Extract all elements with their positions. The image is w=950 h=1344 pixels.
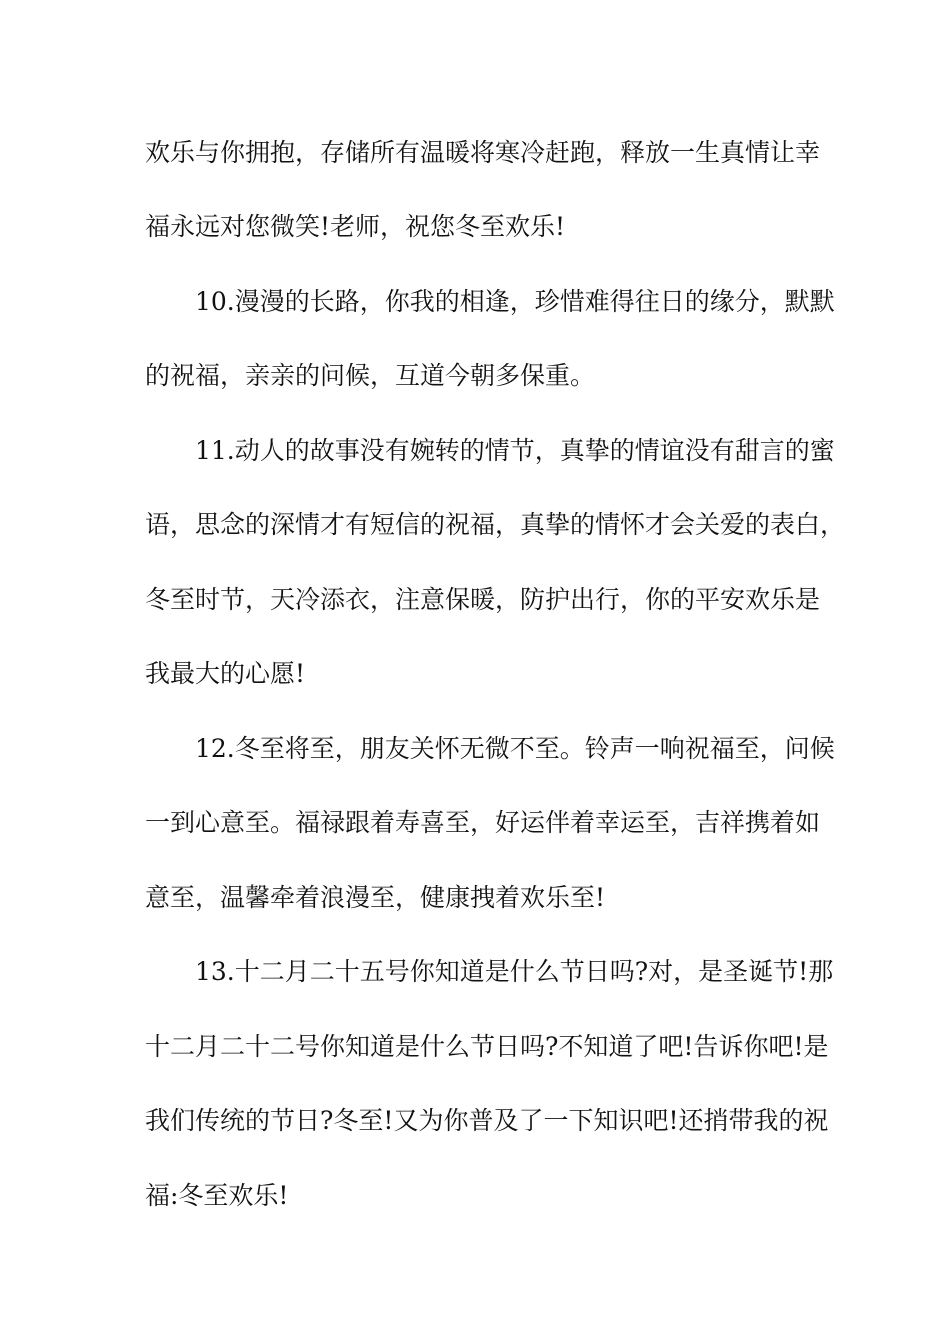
text-line: 一到心意至。福禄跟着寿喜至，好运伴着幸运至，吉祥携着如 bbox=[145, 808, 821, 837]
text-line: 我们传统的节日?冬至!又为你普及了一下知识吧!还捎带我的祝 bbox=[145, 1106, 829, 1135]
text-line: 福永远对您微笑!老师，祝您冬至欢乐! bbox=[145, 212, 566, 241]
paragraph-13-start: 13.十二月二十五号你知道是什么节日吗?对，是圣诞节!那 bbox=[195, 957, 834, 986]
text-line: 冬至时节，天冷添衣，注意保暖，防护出行，你的平安欢乐是 bbox=[145, 585, 821, 614]
text-line: 我最大的心愿! bbox=[145, 659, 306, 688]
paragraph-12-start: 12.冬至将至，朋友关怀无微不至。铃声一响祝福至，问候 bbox=[195, 734, 835, 763]
text-line: 意至，温馨牵着浪漫至，健康拽着欢乐至! bbox=[145, 883, 606, 912]
text-line: 欢乐与你拥抱，存储所有温暖将寒冷赶跑，释放一生真情让幸 bbox=[145, 138, 821, 167]
paragraph-11-start: 11.动人的故事没有婉转的情节，真挚的情谊没有甜言的蜜 bbox=[195, 436, 835, 465]
text-line: 语，思念的深情才有短信的祝福，真挚的情怀才会关爱的表白， bbox=[145, 510, 846, 539]
text-line: 十二月二十二号你知道是什么节日吗?不知道了吧!告诉你吧!是 bbox=[145, 1032, 829, 1061]
paragraph-10-start: 10.漫漫的长路，你我的相逢，珍惜难得往日的缘分，默默 bbox=[195, 287, 835, 316]
text-line: 福:冬至欢乐! bbox=[145, 1181, 289, 1210]
text-line: 的祝福，亲亲的问候，互道今朝多保重。 bbox=[145, 361, 596, 390]
